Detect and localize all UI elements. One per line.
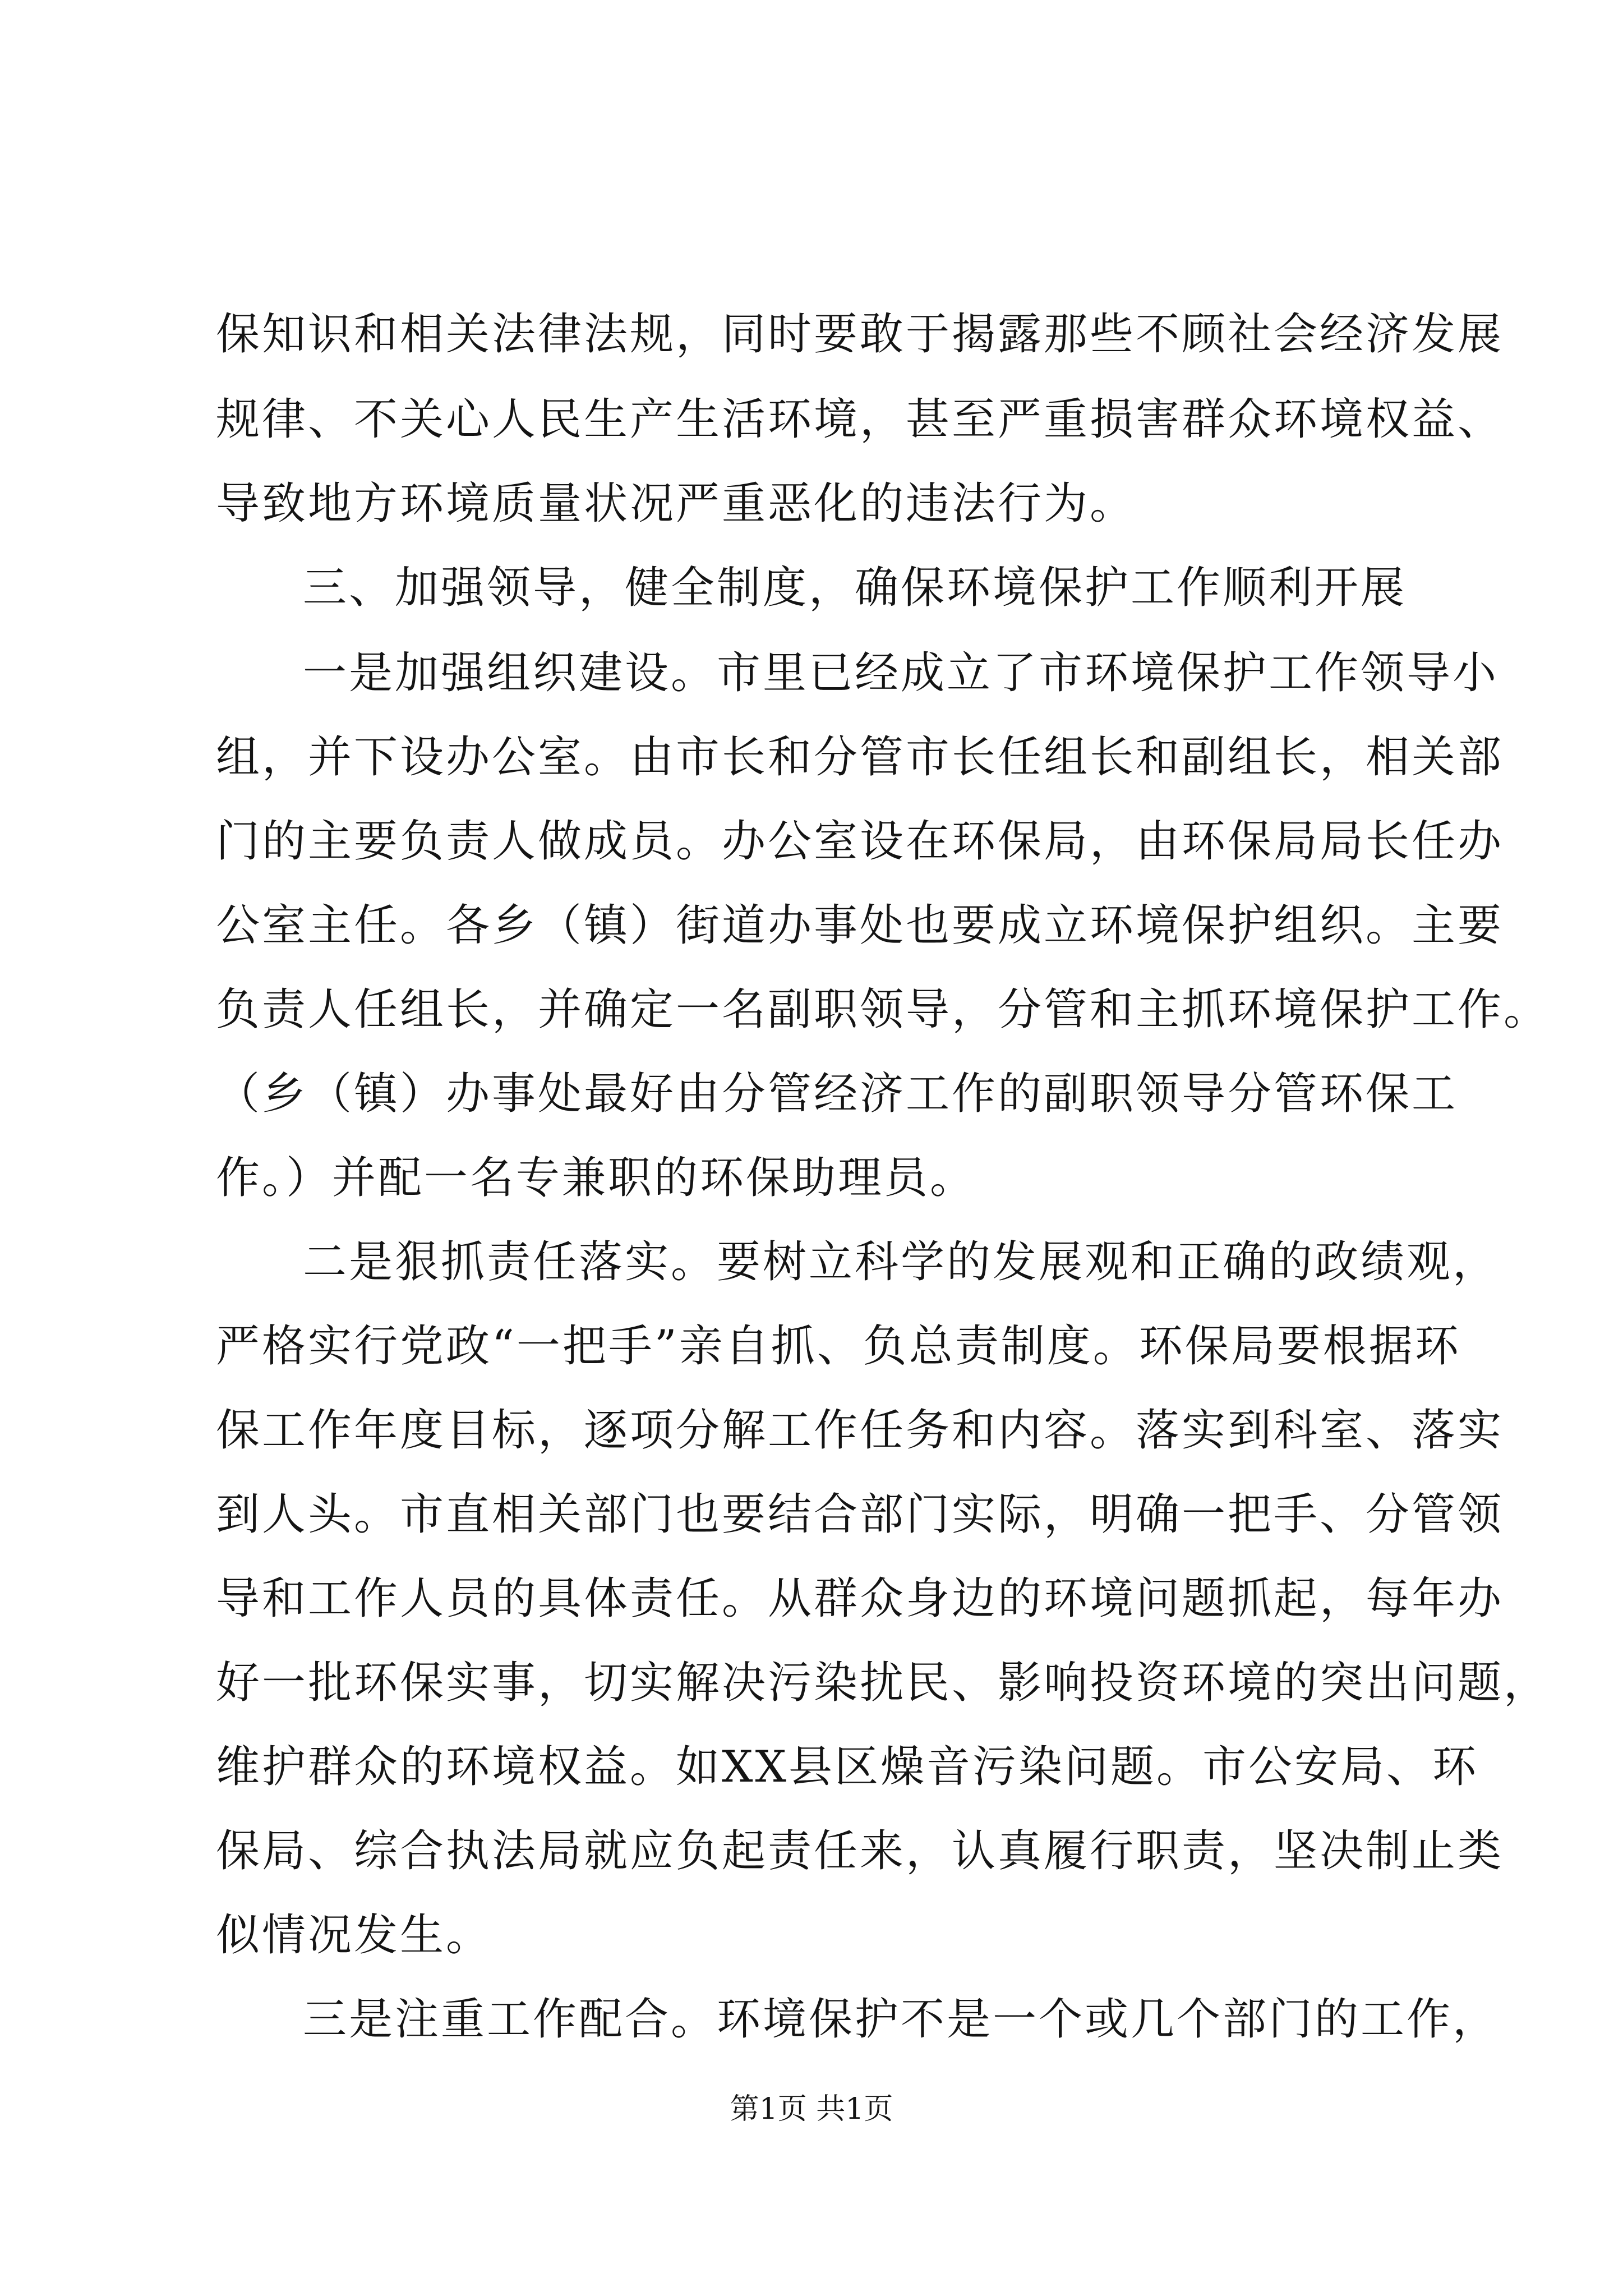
- paragraph-line: 作。）并配一名专兼职的环保助理员。: [216, 1153, 976, 1203]
- paragraph-line: 公室主任。各乡（镇）街道办事处也要成立环境保护组织。主要: [216, 900, 1504, 951]
- paragraph-line: 似情况发生。: [216, 1910, 492, 1961]
- paragraph-line: 保局、综合执法局就应负起责任来，认真履行职责，坚决制止类: [216, 1826, 1504, 1876]
- paragraph-line: 保知识和相关法律法规，同时要敢于揭露那些不顾社会经济发展: [216, 309, 1504, 360]
- page-footer: 第1页 共1页: [730, 2092, 893, 2126]
- paragraph-line: （乡（镇）办事处最好由分管经济工作的副职领导分管环保工: [216, 1069, 1458, 1119]
- paragraph-line: 负责人任组长，并确定一名副职领导，分管和主抓环境保护工作。: [216, 984, 1550, 1035]
- paragraph-line: 导致地方环境质量状况严重恶化的违法行为。: [216, 478, 1136, 529]
- paragraph-line: 组，并下设办公室。由市长和分管市长任组长和副组长，相关部: [216, 732, 1504, 783]
- paragraph-line: 三是注重工作配合。环境保护不是一个或几个部门的工作，: [303, 1994, 1499, 2045]
- paragraph-line: 规律、不关心人民生产生活环境，甚至严重损害群众环境权益、: [216, 394, 1504, 445]
- section-heading: 三、加强领导，健全制度，确保环境保护工作顺利开展: [303, 563, 1407, 613]
- paragraph-line: 二是狠抓责任落实。要树立科学的发展观和正确的政绩观，: [303, 1237, 1499, 1287]
- paragraph-line: 保工作年度目标，逐项分解工作任务和内容。落实到科室、落实: [216, 1405, 1504, 1456]
- paragraph-line: 到人头。市直相关部门也要结合部门实际，明确一把手、分管领: [216, 1489, 1504, 1540]
- paragraph-line: 一是加强组织建设。市里已经成立了市环境保护工作领导小: [303, 648, 1499, 698]
- paragraph-line: 导和工作人员的具体责任。从群众身边的环境问题抓起，每年办: [216, 1573, 1504, 1624]
- paragraph-line: 门的主要负责人做成员。办公室设在环保局，由环保局局长任办: [216, 816, 1504, 867]
- paragraph-line: 维护群众的环境权益。如XX县区燥音污染问题。市公安局、环: [216, 1742, 1479, 1792]
- paragraph-line: 好一批环保实事，切实解决污染扰民、影响投资环境的突出问题，: [216, 1658, 1550, 1708]
- paragraph-line: 严格实行党政“一把手”亲自抓、负总责制度。环保局要根据环: [216, 1321, 1461, 1372]
